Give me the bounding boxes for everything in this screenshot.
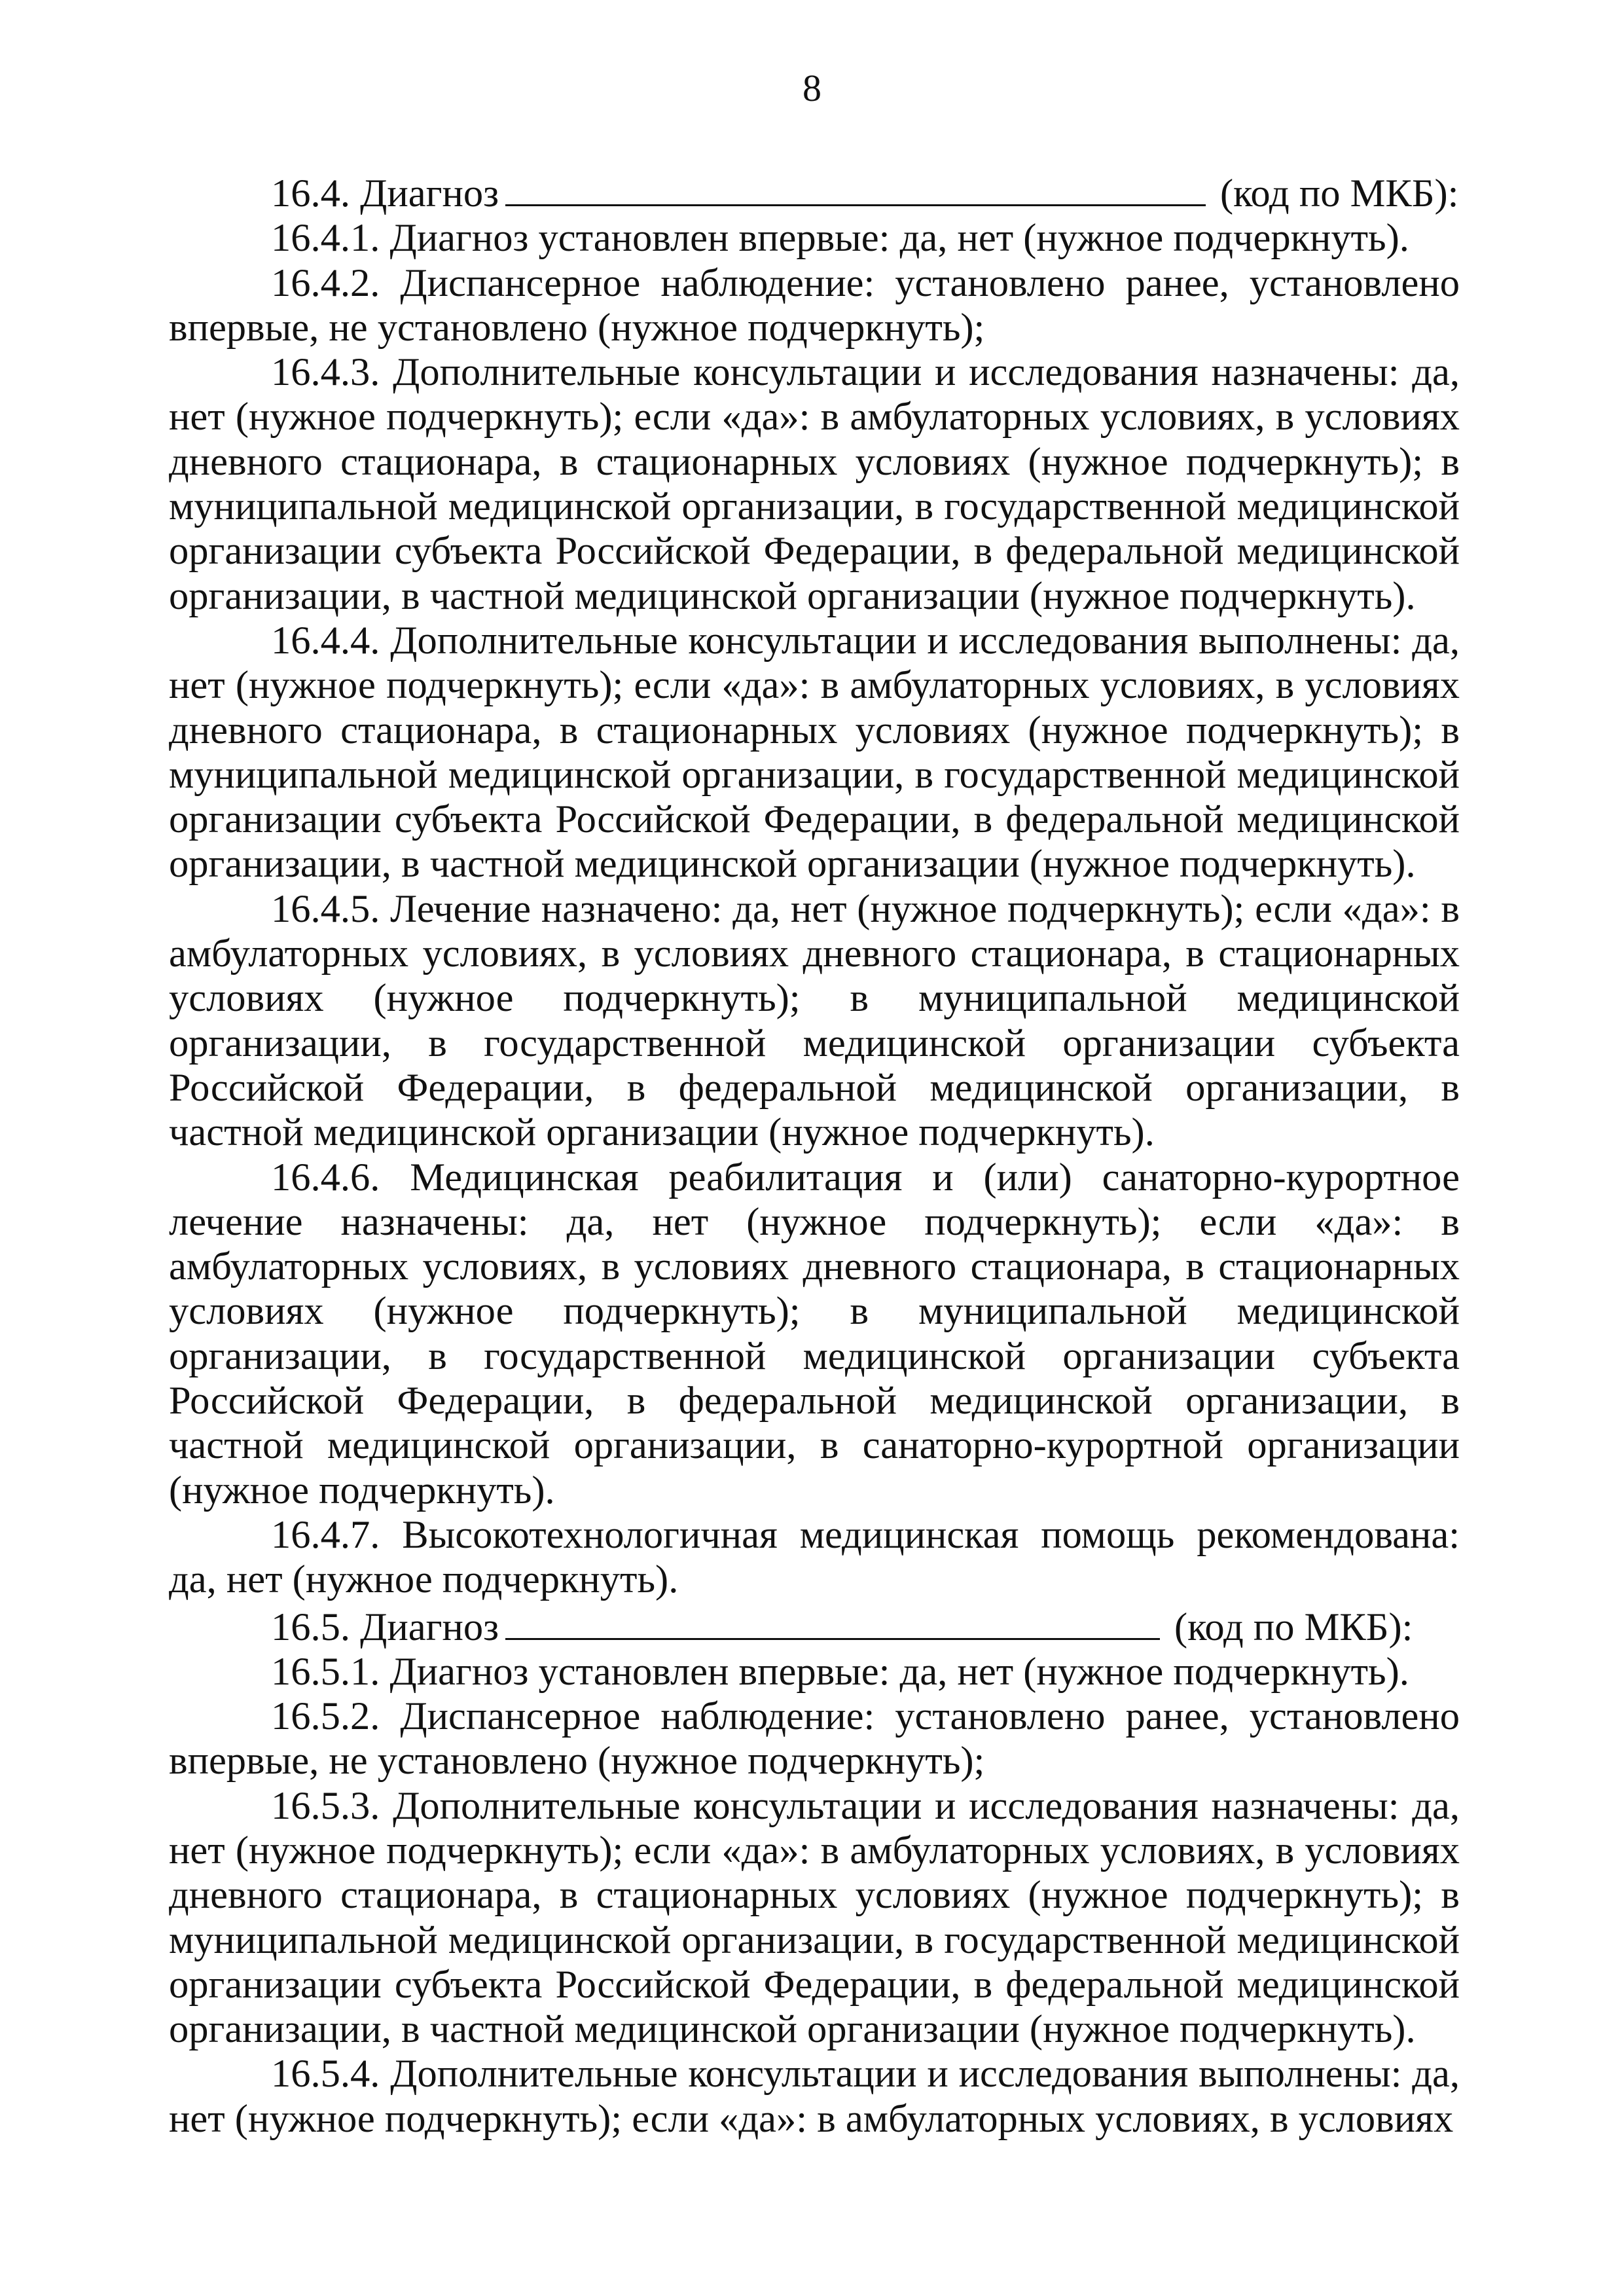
paragraph-16-4-2: 16.4.2. Диспансерное наблюдение: установлено ранее, установлено впервые, не установлено (нужное подчеркнуть); — [169, 261, 1460, 350]
paragraph-16-4-6: 16.4.6. Медицинская реабилитация и (или) санаторно-курортное лечение назначены: да, нет (нужное подчеркнуть); если «да»: в амбулаторных условиях, в условиях дневного стационара, в стационарных условиях (нужное подчеркнуть); в муниципальной медицинской организации, в государственной медицинской организации субъекта Российской Федерации, в федеральной медицинской организации, в частной медицинской организации, в санаторно-курортной организации (нужное подчеркнуть). — [169, 1155, 1460, 1512]
paragraph-16-4-1: 16.4.1. Диагноз установлен впервые: да, нет (нужное подчеркнуть). — [271, 216, 1409, 261]
diagnosis-16-5-blank-field[interactable] — [505, 1603, 1160, 1640]
paragraph-16-5-4: 16.5.4. Дополнительные консультации и исследования выполнены: да, нет (нужное подчеркнуть); если «да»: в амбулаторных условиях, в условиях — [169, 2052, 1460, 2141]
paragraph-16-4-3: 16.4.3. Дополнительные консультации и исследования назначены: да, нет (нужное подчеркнуть); если «да»: в амбулаторных условиях, в условиях дневного стационара, в стационарных условиях (нужное подчеркнуть); в муниципальной медицинской организации, в государственной медицинской организации субъекта Российской Федерации, в федеральной медицинской организации, в частной медицинской организации (нужное подчеркнуть). — [169, 350, 1460, 618]
paragraph-16-4-5: 16.4.5. Лечение назначено: да, нет (нужное подчеркнуть); если «да»: в амбулаторных условиях, в условиях дневного стационара, в стационарных условиях (нужное подчеркнуть); в муниципальной медицинской организации, в государственной медицинской организации субъекта Российской Федерации, в федеральной медицинской организации, в частной медицинской организации (нужное подчеркнуть). — [169, 886, 1460, 1155]
diagnosis-16-5-label: 16.5. Диагноз — [271, 1605, 499, 1649]
diagnosis-16-4-row — [169, 169, 1460, 216]
diagnosis-16-4-blank-field[interactable] — [505, 169, 1206, 206]
page-number: 8 — [803, 67, 821, 109]
diagnosis-16-4-label: 16.4. Диагноз — [271, 172, 499, 215]
paragraph-16-4-7: 16.4.7. Высокотехнологичная медицинская помощь рекомендована: да, нет (нужное подчеркнуть). — [169, 1512, 1460, 1602]
diagnosis-16-4-icd-label: (код по МКБ): — [1219, 172, 1459, 215]
paragraph-16-5-1: 16.5.1. Диагноз установлен впервые: да, нет (нужное подчеркнуть). — [271, 1649, 1409, 1694]
paragraph-16-5-2: 16.5.2. Диспансерное наблюдение: установлено ранее, установлено впервые, не установлено (нужное подчеркнуть); — [169, 1694, 1460, 1783]
diagnosis-16-5-row — [169, 1603, 1460, 1650]
paragraph-16-5-3: 16.5.3. Дополнительные консультации и исследования назначены: да, нет (нужное подчеркнуть); если «да»: в амбулаторных условиях, в условиях дневного стационара, в стационарных условиях (нужное подчеркнуть); в муниципальной медицинской организации, в государственной медицинской организации субъекта Российской Федерации, в федеральной медицинской организации, в частной медицинской организации (нужное подчеркнуть). — [169, 1783, 1460, 2052]
diagnosis-16-5-icd-label: (код по МКБ): — [1174, 1605, 1413, 1649]
paragraph-16-4-4: 16.4.4. Дополнительные консультации и исследования выполнены: да, нет (нужное подчеркнуть); если «да»: в амбулаторных условиях, в условиях дневного стационара, в стационарных условиях (нужное подчеркнуть); в муниципальной медицинской организации, в государственной медицинской организации субъекта Российской Федерации, в федеральной медицинской организации, в частной медицинской организации (нужное подчеркнуть). — [169, 618, 1460, 886]
document-body — [169, 169, 1460, 2141]
